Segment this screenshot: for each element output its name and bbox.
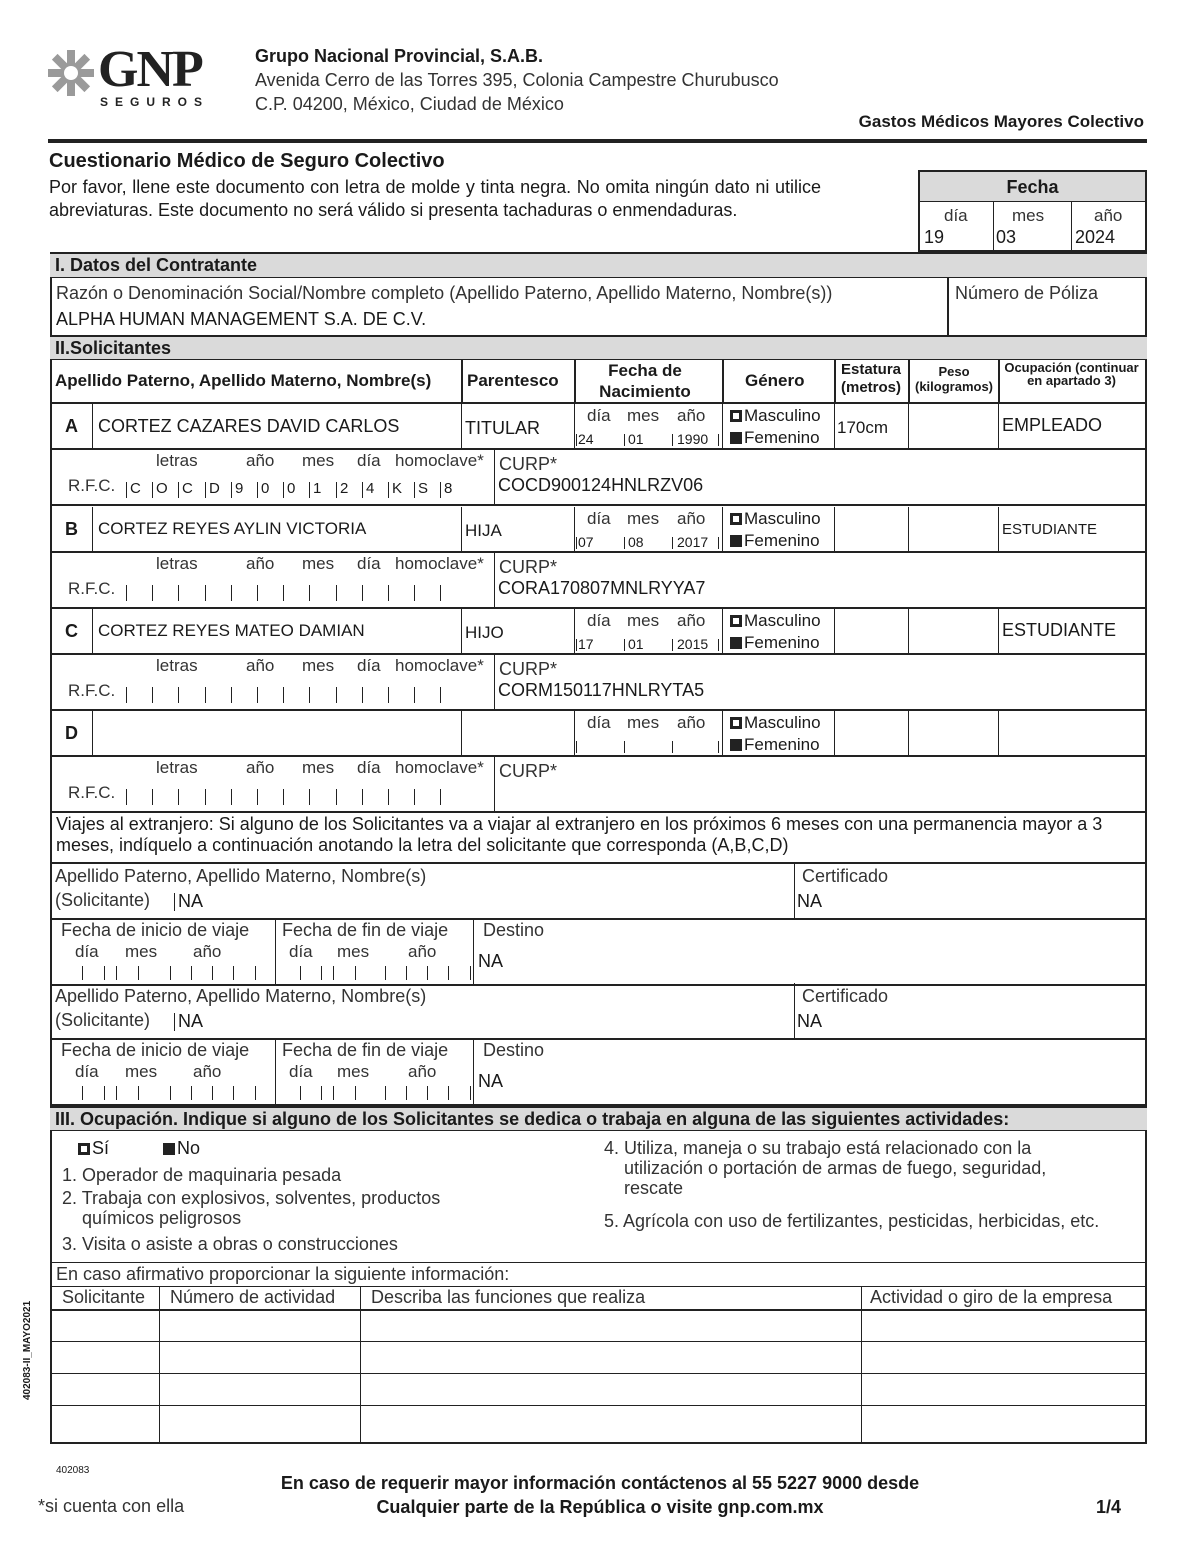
birth-dia[interactable]: 17 [578,636,594,652]
travel-dia-label: día [289,1062,313,1081]
applicant-row [50,711,1147,757]
travel-mes-label: mes [337,1062,370,1081]
company-name: Grupo Nacional Provincial, S.A.B. [255,46,544,66]
activity-3: 3. Visita o asiste a obras o construcciones [62,1234,398,1254]
applicant-letter: C [65,621,78,641]
gender-masculino[interactable]: Masculino [730,611,821,631]
rfc-char[interactable]: C [130,480,141,497]
birth-mes-label: mes [627,509,660,528]
birth-dia-label: día [587,713,611,732]
gnp-logo [46,41,221,114]
birth-dia[interactable]: 07 [578,534,594,550]
travel-destino[interactable]: NA [478,951,504,971]
travel-certificado[interactable]: NA [797,891,823,911]
rfc-label: R.F.C. [68,476,116,495]
travel-cert-label: Certificado [802,866,889,886]
applicants-header-row [50,360,1147,404]
rfc-label: R.F.C. [68,579,116,598]
gender-masculino[interactable]: Masculino [730,713,821,733]
birth-dia-label: día [587,509,611,528]
activity-4: 4. Utiliza, maneja o su trabajo está relacionado con la utilización o portación de armas de fuego, seguridad, rescate [604,1138,1047,1198]
travel-mes-label: mes [125,942,158,961]
logo-text: GNP [98,41,202,98]
rfc-anio-label: año [246,554,275,573]
rfc-homoclave-label: homoclave* [395,554,484,573]
header-rule [48,139,1147,143]
travel-anio-label: año [193,1062,222,1081]
rfc-dia-label: día [357,656,381,675]
birth-anio[interactable]: 2015 [677,636,709,652]
rfc-row [50,655,1147,711]
rfc-row [50,450,1147,506]
applicant-parentesco[interactable]: TITULAR [465,418,541,438]
page-title: Cuestionario Médico de Seguro Colectivo [49,150,445,172]
travel-dia-label: día [75,1062,99,1081]
rfc-letras-label: letras [156,451,198,470]
travel-solicitante-label: (Solicitante) [55,890,151,910]
birth-anio-label: año [677,611,706,630]
travel-cert-label: Certificado [802,986,889,1006]
gnp-logo-icon [46,48,96,98]
rfc-char[interactable]: S [418,480,429,497]
fecha-anio-label: año [1094,206,1123,225]
travel-mes-label: mes [125,1062,158,1081]
travel-start-label: Fecha de inicio de viaje [61,920,250,940]
fecha-dia[interactable]: 19 [924,227,945,247]
table-col-funciones: Describa las funciones que realiza [371,1287,646,1307]
curp-label: CURP* [499,761,558,781]
ocupacion-table[interactable] [52,1311,1145,1442]
rfc-letras-label: letras [156,554,198,573]
rfc-char[interactable]: D [209,480,220,497]
company-address-2: C.P. 04200, México, Ciudad de México [255,94,564,114]
section-2-header: II.Solicitantes [50,335,1147,360]
footer-contact-1: En caso de requerir mayor información contáctenos al 55 5227 9000 desde [280,1473,920,1493]
gender-femenino[interactable]: Femenino [730,735,820,755]
birth-dia-label: día [587,611,611,630]
travel-end-label: Fecha de fin de viaje [282,1040,449,1060]
travel-certificado[interactable]: NA [797,1011,823,1031]
rfc-mes-label: mes [302,451,335,470]
activity-2: 2. Trabaja con explosivos, solventes, productos químicos peligrosos [62,1188,441,1228]
col-genero: Género [745,371,805,390]
travel-mes-label: mes [337,942,370,961]
masculino-checkbox[interactable] [730,410,742,422]
col-name: Apellido Paterno, Apellido Materno, Nombre(s) [55,371,432,390]
fecha-mes-label: mes [1012,206,1045,225]
gender-masculino[interactable]: Masculino [730,406,821,426]
rfc-label: R.F.C. [68,681,116,700]
travel-start-label: Fecha de inicio de viaje [61,1040,250,1060]
travel-anio-label: año [193,942,222,961]
femenino-checkbox[interactable] [730,739,742,751]
fecha-mes[interactable]: 03 [996,227,1017,247]
birth-anio[interactable]: 2017 [677,534,709,550]
contratante-name[interactable]: ALPHA HUMAN MANAGEMENT S.A. DE C.V. [56,309,427,329]
curp-label: CURP* [499,557,558,577]
travel-destino[interactable]: NA [478,1071,504,1091]
travel-dest-label: Destino [483,1040,545,1060]
applicant-name[interactable]: CORTEZ CAZARES DAVID CARLOS [98,416,400,436]
contratante-name-label: Razón o Denominación Social/Nombre completo (Apellido Paterno, Apellido Materno, Nombre(s)) [56,283,833,303]
rfc-homoclave-label: homoclave* [395,451,484,470]
applicant-letter: A [65,416,78,436]
rfc-mes-label: mes [302,758,335,777]
applicant-name[interactable]: CORTEZ REYES AYLIN VICTORIA [98,519,367,538]
masculino-checkbox[interactable] [730,615,742,627]
logo-subtext: SEGUROS [100,95,210,109]
rfc-char[interactable]: 0 [287,480,296,497]
rfc-char[interactable]: K [392,480,403,497]
travel-solicitante[interactable]: NA [178,1011,204,1031]
travel-name-label: Apellido Paterno, Apellido Materno, Nombre(s) [55,866,427,886]
col-peso: Peso (kilogramos) [914,364,993,394]
birth-mes-label: mes [627,406,660,425]
gender-femenino[interactable]: Femenino [730,633,820,653]
applicant-estatura[interactable]: 170cm [837,418,889,437]
applicant-row [50,609,1147,655]
gender-femenino[interactable]: Femenino [730,428,820,448]
rfc-mes-label: mes [302,554,335,573]
activity-5: 5. Agrícola con uso de fertilizantes, pesticidas, herbicidas, etc. [604,1211,1100,1231]
rfc-char[interactable]: 8 [444,480,453,497]
product-name: Gastos Médicos Mayores Colectivo [858,112,1144,131]
rfc-label: R.F.C. [68,783,116,802]
col-ocupacion: Ocupación (continuar en apartado 3) [1004,360,1139,388]
si-option[interactable]: Sí [78,1138,109,1159]
birth-mes[interactable]: 01 [628,636,644,652]
rfc-homoclave-label: homoclave* [395,656,484,675]
rfc-char[interactable]: 2 [340,480,349,497]
birth-mes-label: mes [627,713,660,732]
masculino-checkbox[interactable] [730,513,742,525]
rfc-char[interactable]: 0 [261,480,270,497]
birth-anio-label: año [677,509,706,528]
birth-anio-label: año [677,713,706,732]
birth-dia-label: día [587,406,611,425]
company-address-1: Avenida Cerro de las Torres 395, Colonia Campestre Churubusco [255,70,779,90]
rfc-anio-label: año [246,451,275,470]
femenino-checkbox[interactable] [730,535,742,547]
travel-solicitante[interactable]: NA [178,891,204,911]
applicant-ocupacion[interactable]: ESTUDIANTE [1002,521,1098,538]
rfc-char[interactable]: 4 [366,480,375,497]
birth-anio-label: año [677,406,706,425]
rfc-homoclave-label: homoclave* [395,758,484,777]
curp-value[interactable]: CORA170807MNLRYYA7 [498,578,706,598]
gender-femenino[interactable]: Femenino [730,531,820,551]
footer-code: 402083 [56,1465,90,1476]
rfc-letras-label: letras [156,758,198,777]
birth-dia[interactable]: 24 [578,431,594,447]
col-fecha-nacimiento: Fecha de Nacimiento [599,361,691,401]
travel-solicitante-label: (Solicitante) [55,1010,151,1030]
rfc-dia-label: día [357,554,381,573]
rfc-letras-label: letras [156,656,198,675]
curp-value[interactable]: COCD900124HNLRZV06 [498,475,704,495]
side-code: 402083-II_MAYO2021 [22,1300,33,1400]
footer-note: *si cuenta con ella [38,1496,185,1516]
table-col-solicitante: Solicitante [62,1287,146,1307]
curp-label: CURP* [499,454,558,474]
applicant-parentesco[interactable]: HIJA [465,521,502,540]
no-checkbox[interactable] [163,1143,175,1155]
table-col-giro: Actividad o giro de la empresa [870,1287,1113,1307]
applicant-row [50,404,1147,450]
applicant-letter: D [65,723,78,743]
fecha-label: Fecha [920,172,1145,202]
no-option[interactable]: No [163,1138,200,1159]
curp-label: CURP* [499,659,558,679]
rfc-mes-label: mes [302,656,335,675]
instructions: Por favor, llene este documento con letra de molde y tinta negra. No omita ningún dato ni utilice abreviaturas. Este documento no será válido si presenta tachaduras o enmendaduras. [49,177,821,220]
rfc-char[interactable]: C [182,480,193,497]
section-1-header: I. Datos del Contratante [50,252,1147,278]
travel-end-label: Fecha de fin de viaje [282,920,449,940]
applicant-ocupacion[interactable]: EMPLEADO [1002,415,1103,435]
rfc-row [50,553,1147,609]
rfc-anio-label: año [246,758,275,777]
applicant-letter: B [65,519,78,539]
rfc-char[interactable]: 1 [313,480,322,497]
rfc-dia-label: día [357,451,381,470]
section-3-header: III. Ocupación. Indique si alguno de los Solicitantes se dedica o trabaja en alguna de las siguientes actividades: [50,1106,1147,1131]
femenino-checkbox[interactable] [730,432,742,444]
rfc-row [50,757,1147,813]
col-parentesco: Parentesco [467,371,559,390]
travel-dia-label: día [75,942,99,961]
travel-dia-label: día [289,942,313,961]
rfc-dia-label: día [357,758,381,777]
birth-mes-label: mes [627,611,660,630]
travel-anio-label: año [408,942,437,961]
applicant-parentesco[interactable]: HIJO [465,623,504,642]
gender-masculino[interactable]: Masculino [730,509,821,529]
travel-anio-label: año [408,1062,437,1081]
applicant-name[interactable]: CORTEZ REYES MATEO DAMIAN [98,621,365,640]
travel-dest-label: Destino [483,920,545,940]
masculino-checkbox[interactable] [730,717,742,729]
travel-intro: Viajes al extranjero: Si alguno de los Solicitantes va a viajar al extranjero en los próximos 6 meses con una permanencia mayor a 3 meses, indíquelo a continuación anotando la letra del solicitante que corresponda (A,B,C,D) [56,814,1103,855]
travel-name-label: Apellido Paterno, Apellido Materno, Nombre(s) [55,986,427,1006]
fecha-box [918,170,1147,252]
rfc-char[interactable]: O [156,480,168,497]
rfc-anio-label: año [246,656,275,675]
curp-value[interactable]: CORM150117HNLRYTA5 [498,680,705,700]
applicant-row [50,507,1147,553]
birth-mes[interactable]: 01 [628,431,644,447]
applicant-ocupacion[interactable]: ESTUDIANTE [1002,620,1117,640]
footer-contact-2: Cualquier parte de la República o visite gnp.com.mx [376,1497,824,1517]
policy-number-label: Número de Póliza [955,283,1099,303]
activity-1: 1. Operador de maquinaria pesada [62,1165,342,1185]
birth-mes[interactable]: 08 [628,534,644,550]
fecha-anio[interactable]: 2024 [1075,227,1116,247]
page-number: 1/4 [1096,1497,1122,1517]
fecha-dia-label: día [944,206,968,225]
rfc-char[interactable]: 9 [235,480,244,497]
femenino-checkbox[interactable] [730,637,742,649]
afirmativo-label: En caso afirmativo proporcionar la siguiente información: [56,1264,510,1284]
birth-anio[interactable]: 1990 [677,431,709,447]
si-checkbox[interactable] [78,1143,90,1155]
col-estatura: Estatura (metros) [840,361,902,396]
table-col-numero: Número de actividad [170,1287,336,1307]
